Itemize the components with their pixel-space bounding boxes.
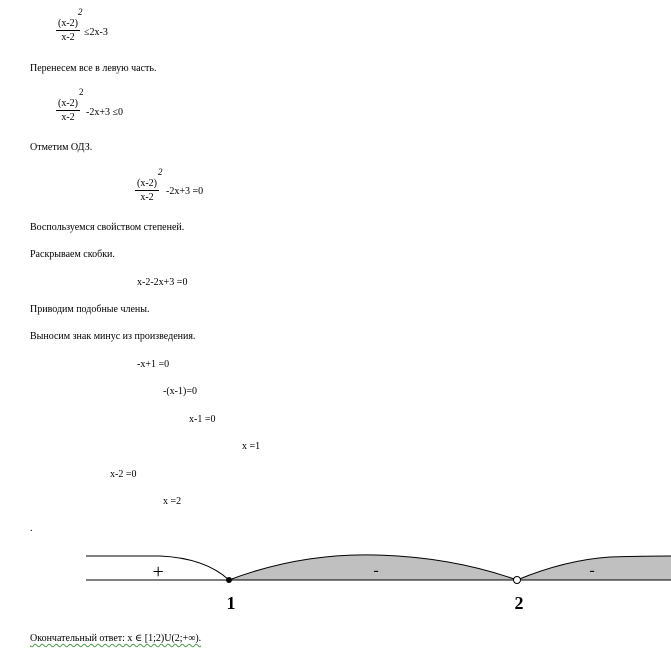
fraction-3 bbox=[135, 178, 159, 203]
equation-10: x =2 bbox=[163, 496, 182, 507]
fraction-3-exponent: 2 bbox=[158, 167, 163, 177]
fraction-3-numerator: (x-2) bbox=[137, 178, 157, 189]
fraction-2 bbox=[56, 98, 80, 123]
equation-1-rhs: ≤2x-3 bbox=[84, 27, 108, 38]
equation-6: -(x-1)=0 bbox=[163, 386, 197, 397]
point-2-open bbox=[514, 577, 521, 584]
fraction-3-bar bbox=[135, 190, 159, 191]
final-answer: Окончательный ответ: x ∈ [1;2)U(2;+∞). bbox=[30, 633, 202, 644]
fraction-3-denominator: x-2 bbox=[140, 192, 154, 203]
point-label-1: 1 bbox=[226, 593, 236, 613]
sign-plus: + bbox=[151, 561, 165, 583]
fraction-1 bbox=[56, 18, 80, 43]
fraction-2-numerator: (x-2) bbox=[58, 98, 78, 109]
fraction-2-exponent: 2 bbox=[79, 87, 84, 97]
equation-4: x-2-2x+3 =0 bbox=[137, 277, 188, 288]
sign-minus-1: - bbox=[373, 562, 379, 579]
fraction-1-numerator: (x-2) bbox=[58, 18, 78, 29]
fraction-2-denominator: x-2 bbox=[61, 112, 75, 123]
fraction-2-bar bbox=[56, 110, 80, 111]
equation-5: -x+1 =0 bbox=[137, 359, 170, 370]
fraction-1-bar bbox=[56, 30, 80, 31]
text-line-minus-sign: Выносим знак минус из произведения. bbox=[30, 331, 196, 342]
number-line bbox=[0, 548, 671, 628]
equation-9: x-2 =0 bbox=[110, 469, 137, 480]
fraction-1-denominator: x-2 bbox=[61, 32, 75, 43]
fraction-1-exponent: 2 bbox=[78, 7, 83, 17]
text-line-brackets: Раскрываем скобки. bbox=[30, 249, 115, 260]
text-line-similar-terms: Приводим подобные члены. bbox=[30, 304, 150, 315]
text-line-move-left: Перенесем все в левую часть. bbox=[30, 63, 157, 74]
equation-7: x-1 =0 bbox=[189, 414, 216, 425]
point-label-2: 2 bbox=[514, 593, 524, 613]
sign-minus-2: - bbox=[589, 562, 595, 579]
stray-dot: . bbox=[30, 523, 33, 534]
equation-3-rhs: -2x+3 =0 bbox=[166, 186, 204, 197]
text-line-odz: Отметим ОДЗ. bbox=[30, 142, 93, 153]
text-line-powers: Воспользуемся свойством степеней. bbox=[30, 222, 185, 233]
equation-8: x =1 bbox=[242, 441, 261, 452]
point-1-closed bbox=[226, 577, 232, 583]
equation-2-rhs: -2x+3 ≤0 bbox=[86, 107, 123, 118]
